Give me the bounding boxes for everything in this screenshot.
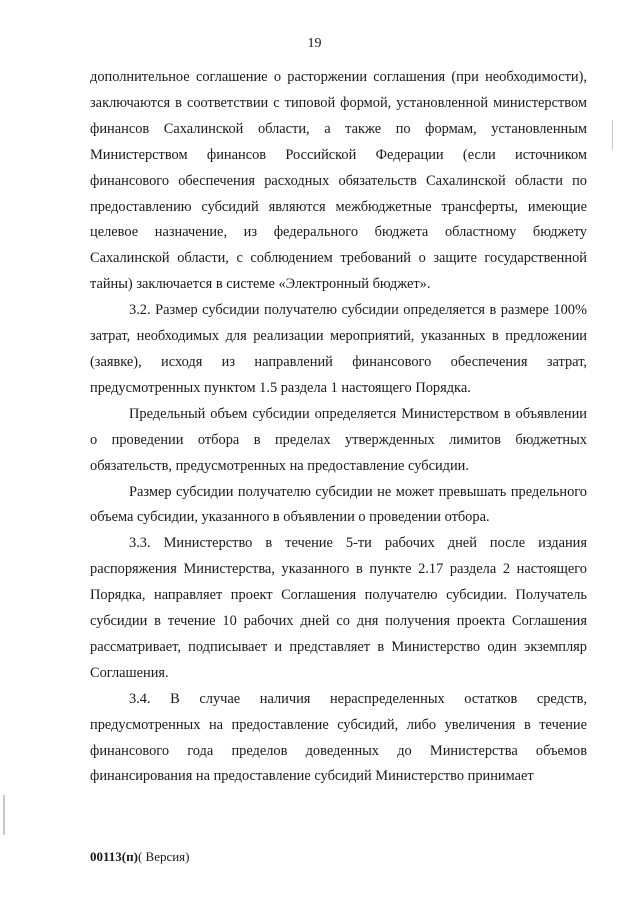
paragraph-max-amount: Предельный объем субсидии определяется Министерством в объявлении о проведении отбора в пределах утвержденных лимитов бюджетных обязательств, предусмотренных на предоставление субсидии. — [90, 405, 587, 474]
footer-document-code: 00113(п) — [90, 849, 138, 864]
document-footer — [90, 849, 190, 865]
scan-edge-mark — [612, 120, 613, 150]
footer-version: ( Версия) — [137, 849, 190, 864]
document-body — [90, 65, 587, 790]
paragraph-amount-limit: Размер субсидии получателю субсидии не может превышать предельного объема субсидии, указанного в объявлении о проведении отбора. — [90, 483, 587, 526]
paragraph-3-3: 3.3. Министерство в течение 5-ти рабочих дней после издания распоряжения Министерства, указанного в пункте 2.17 раздела 2 настоящего Порядка, направляет проект Соглашения получателю субсидии. Получатель субсидии в течение 10 рабочих дней со дня получения проекта Соглашения рассматривает, подписывает и представляет в Министерство один экземпляр Соглашения. — [90, 535, 587, 681]
paragraph-continuation: дополнительное соглашение о расторжении соглашения (при необходимости), заключаются в соответствии с типовой формой, установленной министерством финансов Сахалинской области, а также по формам, установленным Министерством финансов Российской Федерации (если источником финансового обеспечения расходных обязательств Сахалинской области по предоставлению субсидий являются межбюджетные трансферты, имеющие целевое назначение, из федерального бюджета областному бюджету Сахалинской области, с соблюдением требований о защите государственной тайны) заключается в системе «Электронный бюджет». — [90, 69, 587, 293]
scan-edge-mark — [3, 795, 5, 835]
page-number: 19 — [307, 36, 322, 51]
paragraph-3-4: 3.4. В случае наличия нераспределенных остатков средств, предусмотренных на предоставление субсидий, либо увеличения в течение финансового года пределов доведенных до Министерства объемов финансирования на предоставление субсидий Министерство принимает — [90, 690, 587, 785]
paragraph-3-2: 3.2. Размер субсидии получателю субсидии определяется в размере 100% затрат, необходимых для реализации мероприятий, указанных в предложении (заявке), исходя из направлений финансового обеспечения затрат, предусмотренных пунктом 1.5 раздела 1 настоящего Порядка. — [90, 302, 587, 396]
